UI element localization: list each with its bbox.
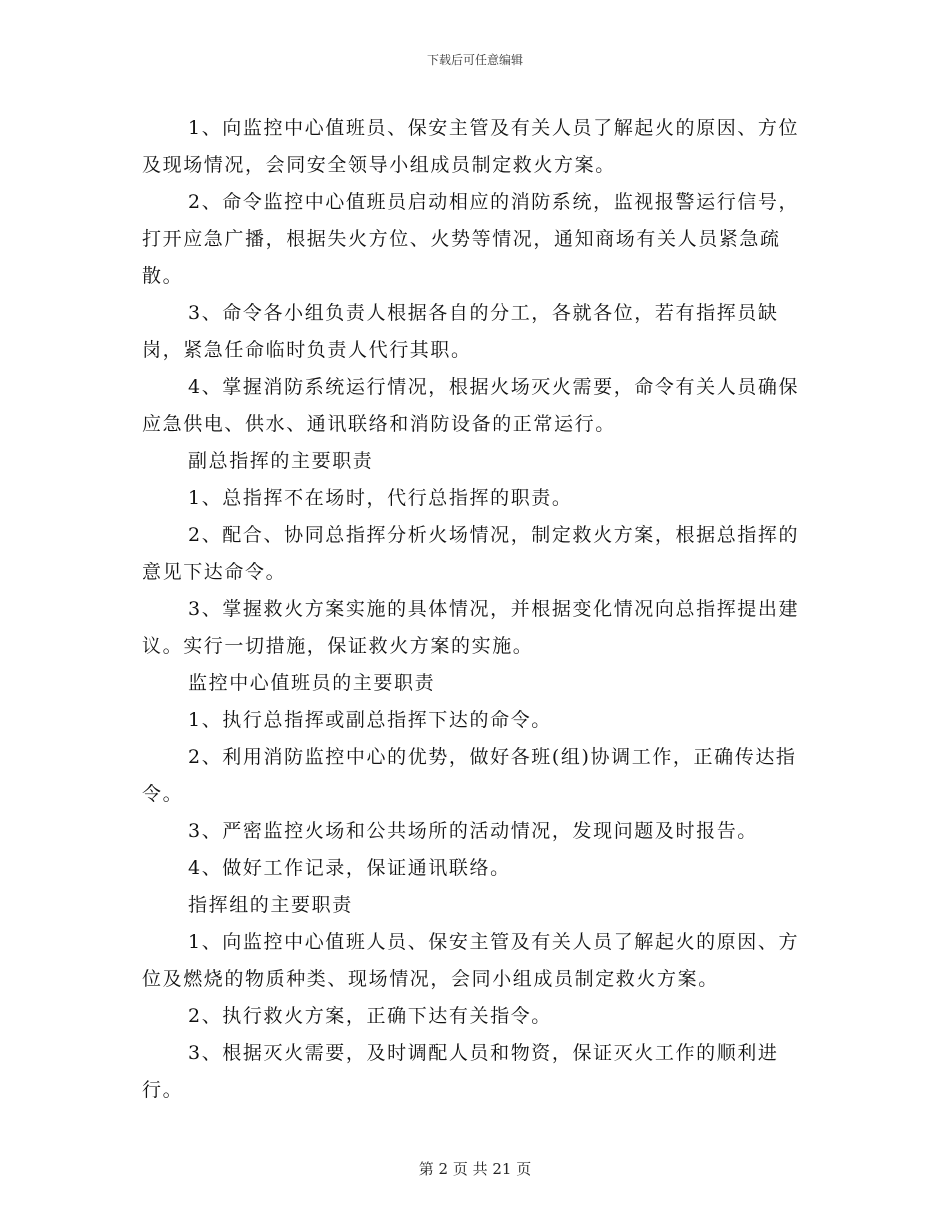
paragraph-monitor-duty-3: 3、严密监控火场和公共场所的活动情况，发现问题及时报告。 <box>188 820 758 842</box>
section-heading-monitoring-center: 监控中心值班员的主要职责 <box>188 672 436 694</box>
page-number-footer: 第 2 页 共 21 页 <box>418 1160 532 1178</box>
paragraph-duty-1: 1、向监控中心值班员、保安主管及有关人员了解起火的原因、方位及现场情况，会同安全领导小组成员制定救火方案。 <box>142 117 800 176</box>
paragraph-duty-3: 3、命令各小组负责人根据各自的分工，各就各位，若有指挥员缺岗，紧急任命临时负责人代行其职。 <box>142 302 779 361</box>
paragraph-deputy-duty-3: 3、掌握救火方案实施的具体情况，并根据变化情况向总指挥提出建议。实行一切措施，保证救火方案的实施。 <box>142 598 800 657</box>
section-heading-deputy-commander: 副总指挥的主要职责 <box>188 450 374 472</box>
document-body <box>142 110 810 1109</box>
paragraph-command-duty-2: 2、执行救火方案，正确下达有关指令。 <box>188 1005 552 1027</box>
paragraph-duty-4: 4、掌握消防系统运行情况，根据火场灭火需要，命令有关人员确保应急供电、供水、通讯联络和消防设备的正常运行。 <box>142 376 800 435</box>
paragraph-duty-2: 2、命令监控中心值班员启动相应的消防系统，监视报警运行信号，打开应急广播，根据失火方位、火势等情况，通知商场有关人员紧急疏散。 <box>142 191 800 287</box>
paragraph-command-duty-3: 3、根据灭火需要，及时调配人员和物资，保证灭火工作的顺利进行。 <box>142 1042 779 1101</box>
paragraph-deputy-duty-2: 2、配合、协同总指挥分析火场情况，制定救火方案，根据总指挥的意见下达命令。 <box>142 524 800 583</box>
page-header-note: 下载后可任意编辑 <box>426 53 523 67</box>
paragraph-monitor-duty-2: 2、利用消防监控中心的优势，做好各班(组)协调工作，正确传达指令。 <box>142 746 797 805</box>
paragraph-monitor-duty-1: 1、执行总指挥或副总指挥下达的命令。 <box>188 709 552 731</box>
section-heading-command-group: 指挥组的主要职责 <box>188 894 353 916</box>
paragraph-monitor-duty-4: 4、做好工作记录，保证通讯联络。 <box>188 857 511 879</box>
paragraph-command-duty-1: 1、向监控中心值班人员、保安主管及有关人员了解起火的原因、方位及燃烧的物质种类、现场情况，会同小组成员制定救火方案。 <box>142 931 800 990</box>
paragraph-deputy-duty-1: 1、总指挥不在场时，代行总指挥的职责。 <box>188 487 573 509</box>
